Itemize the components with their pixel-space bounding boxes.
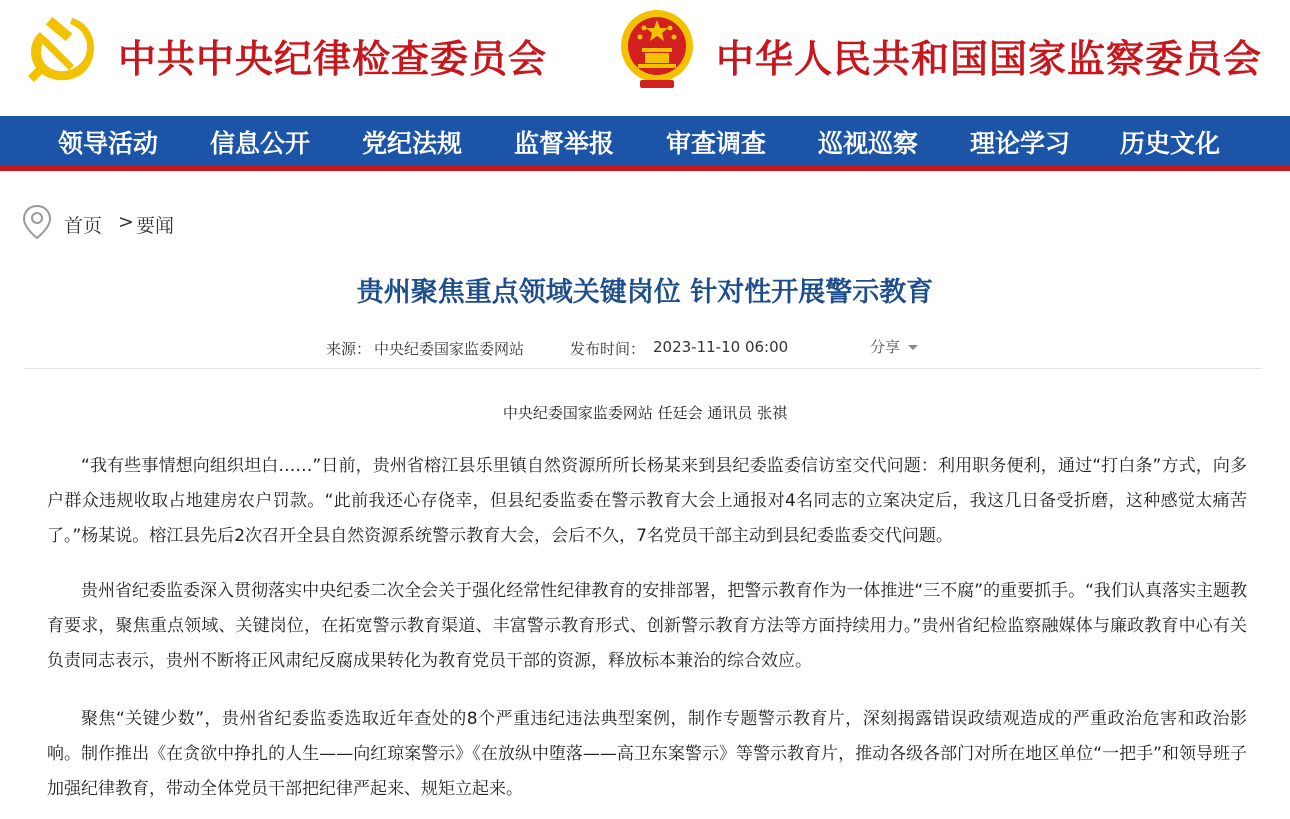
caret-down-icon [908,345,918,350]
share-button[interactable] [870,336,918,357]
share-label: 分享 [870,338,901,356]
nav-divider [0,166,1290,171]
nav-item-history[interactable]: 历史文化 [1120,129,1221,158]
breadcrumb-separator: > [118,211,134,233]
article-paragraph: “我有些事情想向组织坦白……”日前，贵州省榕江县乐里镇自然资源所所长杨某来到县纪委监委信访室交代问题：利用职务便利，通过“打白条”方式，向多户群众违规收取占地建房农户罚款。“此前我还心存侥幸，但县纪委监委在警示教育大会上通报对4名同志的立案决定后，我这几日备受折磨，这种感觉太痛苦了。”杨某说。榕江县先后2次召开全县自然资源系统警示教育大会，会后不久，7名党员干部主动到县纪委监委交代问题。 [47,456,1247,546]
date-label: 发布时间： [570,340,646,358]
nav-item-report[interactable]: 监督举报 [514,129,615,158]
nav-item-info[interactable]: 信息公开 [210,129,311,158]
article-byline: 中央纪委国家监委网站 任廷会 通讯员 张祺 [502,404,788,422]
breadcrumb-home-link[interactable]: 首页 [64,215,103,237]
nav-item-investigation[interactable]: 审查调查 [666,129,767,158]
article-title: 贵州聚焦重点领域关键岗位 针对性开展警示教育 [356,277,934,308]
nav-item-inspection[interactable]: 巡视巡察 [818,129,919,158]
meta-divider [24,368,1262,369]
main-nav [0,116,1290,166]
source-label: 来源： [326,340,372,358]
nav-item-leadership[interactable]: 领导活动 [58,129,159,158]
nsc-title[interactable]: 中华人民共和国国家监察委员会 [716,36,1263,81]
publish-date: 2023-11-10 06:00 [653,338,789,356]
hammer-sickle-icon[interactable] [24,10,104,90]
cpc-ccdi-title[interactable]: 中共中央纪律检查委员会 [118,36,548,81]
breadcrumb-current[interactable]: 要闻 [136,215,175,237]
site-header [0,0,1290,116]
source-value: 中央纪委国家监委网站 [374,340,525,358]
national-emblem-icon[interactable] [618,6,696,92]
location-pin-icon [22,204,52,240]
article-paragraph: 聚焦“关键少数”，贵州省纪委监委选取近年查处的8个严重违纪违法典型案例，制作专题警示教育片，深刻揭露错误政绩观造成的严重政治危害和政治影响。制作推出《在贪欲中挣扎的人生——向红琼案警示》《在放纵中堕落——高卫东案警示》等警示教育片，推动各级各部门对所在地区单位“一把手”和领导班子加强纪律教育，带动全体党员干部把纪律严起来、规矩立起来。 [47,709,1247,799]
article-paragraph: 贵州省纪委监委深入贯彻落实中央纪委二次全会关于强化经常性纪律教育的安排部署，把警示教育作为一体推进“三不腐”的重要抓手。“我们认真落实主题教育要求，聚焦重点领域、关键岗位，在拓宽警示教育渠道、丰富警示教育形式、创新警示教育方法等方面持续用力。”贵州省纪检监察融媒体与廉政教育中心有关负责同志表示，贵州不断将正风肃纪反腐成果转化为教育党员干部的资源，释放标本兼治的综合效应。 [47,581,1247,671]
nav-item-regulations[interactable]: 党纪法规 [362,129,463,158]
nav-item-theory[interactable]: 理论学习 [970,129,1071,158]
